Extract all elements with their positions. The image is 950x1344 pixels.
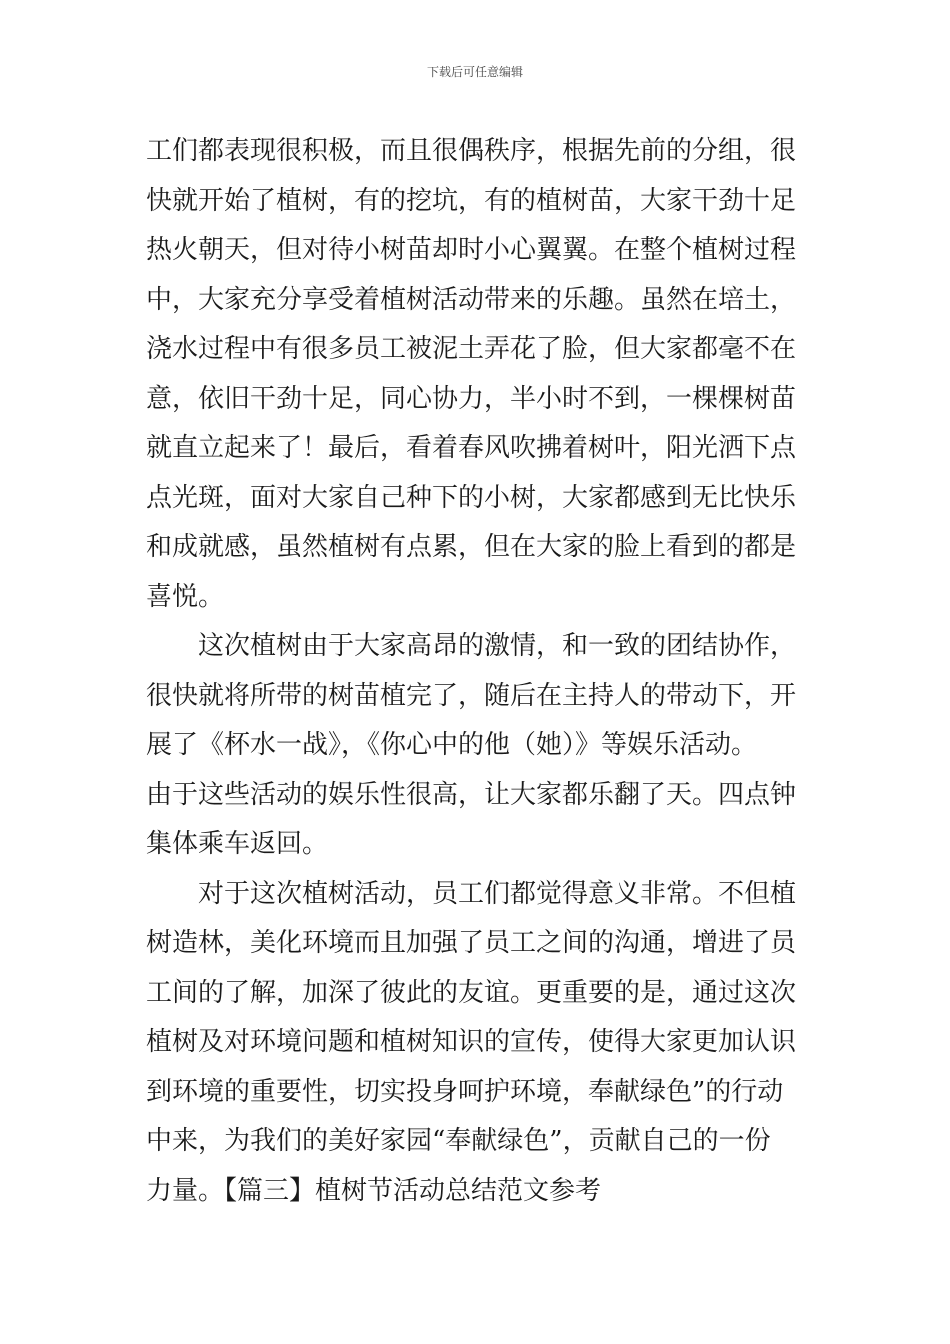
paragraph-3 [146, 870, 814, 1217]
text-line: 意，依旧干劲十足，同心协力，半小时不到，一棵棵树苗 [146, 383, 797, 414]
text-line: 中，大家充分享受着植树活动带来的乐趣。虽然在培土， [146, 284, 797, 315]
text-line: 工间的了解，加深了彼此的友谊。更重要的是，通过这次 [146, 977, 797, 1008]
text-line: 对于这次植树活动，员工们都觉得意义非常。不但植 [198, 878, 797, 909]
text-line: 喜悦。 [146, 581, 225, 612]
text-line: 很快就将所带的树苗植完了，随后在主持人的带动下，开 [146, 680, 797, 711]
text-line: 集体乘车返回。 [146, 829, 329, 859]
text-line: 中来，为我们的美好家园“奉献绿色”，贡献自己的一份 [146, 1126, 771, 1156]
text-line: 植树及对环境问题和植树知识的宣传，使得大家更加认识 [146, 1027, 797, 1057]
document-body [146, 127, 814, 1216]
text-line: 点光斑，面对大家自己种下的小树，大家都感到无比快乐 [146, 482, 797, 513]
text-line: 这次植树由于大家高昂的激情，和一致的团结协作， [198, 631, 797, 661]
text-line: 到环境的重要性，切实投身呵护环境，奉献绿色”的行动 [146, 1076, 784, 1107]
text-line: 工们都表现很积极，而且很偶秩序，根据先前的分组，很 [146, 136, 797, 166]
text-line: 快就开始了植树，有的挖坑，有的植树苗，大家干劲十足 [146, 185, 797, 216]
text-line: 热火朝天，但对待小树苗却时小心翼翼。在整个植树过程 [146, 235, 797, 265]
page-header: 下载后可任意编辑 [426, 65, 523, 79]
paragraph-1 [146, 127, 814, 622]
text-line: 展了《杯水一战》，《你心中的他（她）》等娱乐活动。 [146, 730, 758, 760]
text-line: 就直立起来了！最后，看着春风吹拂着树叶，阳光洒下点 [146, 433, 797, 463]
text-line: 浇水过程中有很多员工被泥土弄花了脸，但大家都毫不在 [146, 334, 797, 364]
text-line: 力量。【篇三】植树节活动总结范文参考 [146, 1175, 602, 1206]
text-line: 和成就感，虽然植树有点累，但在大家的脸上看到的都是 [146, 532, 797, 562]
paragraph-2 [146, 622, 814, 870]
text-line: 树造林，美化环境而且加强了员工之间的沟通，增进了员 [146, 928, 797, 958]
text-line: 由于这些活动的娱乐性很高，让大家都乐翻了天。四点钟 [146, 779, 797, 810]
